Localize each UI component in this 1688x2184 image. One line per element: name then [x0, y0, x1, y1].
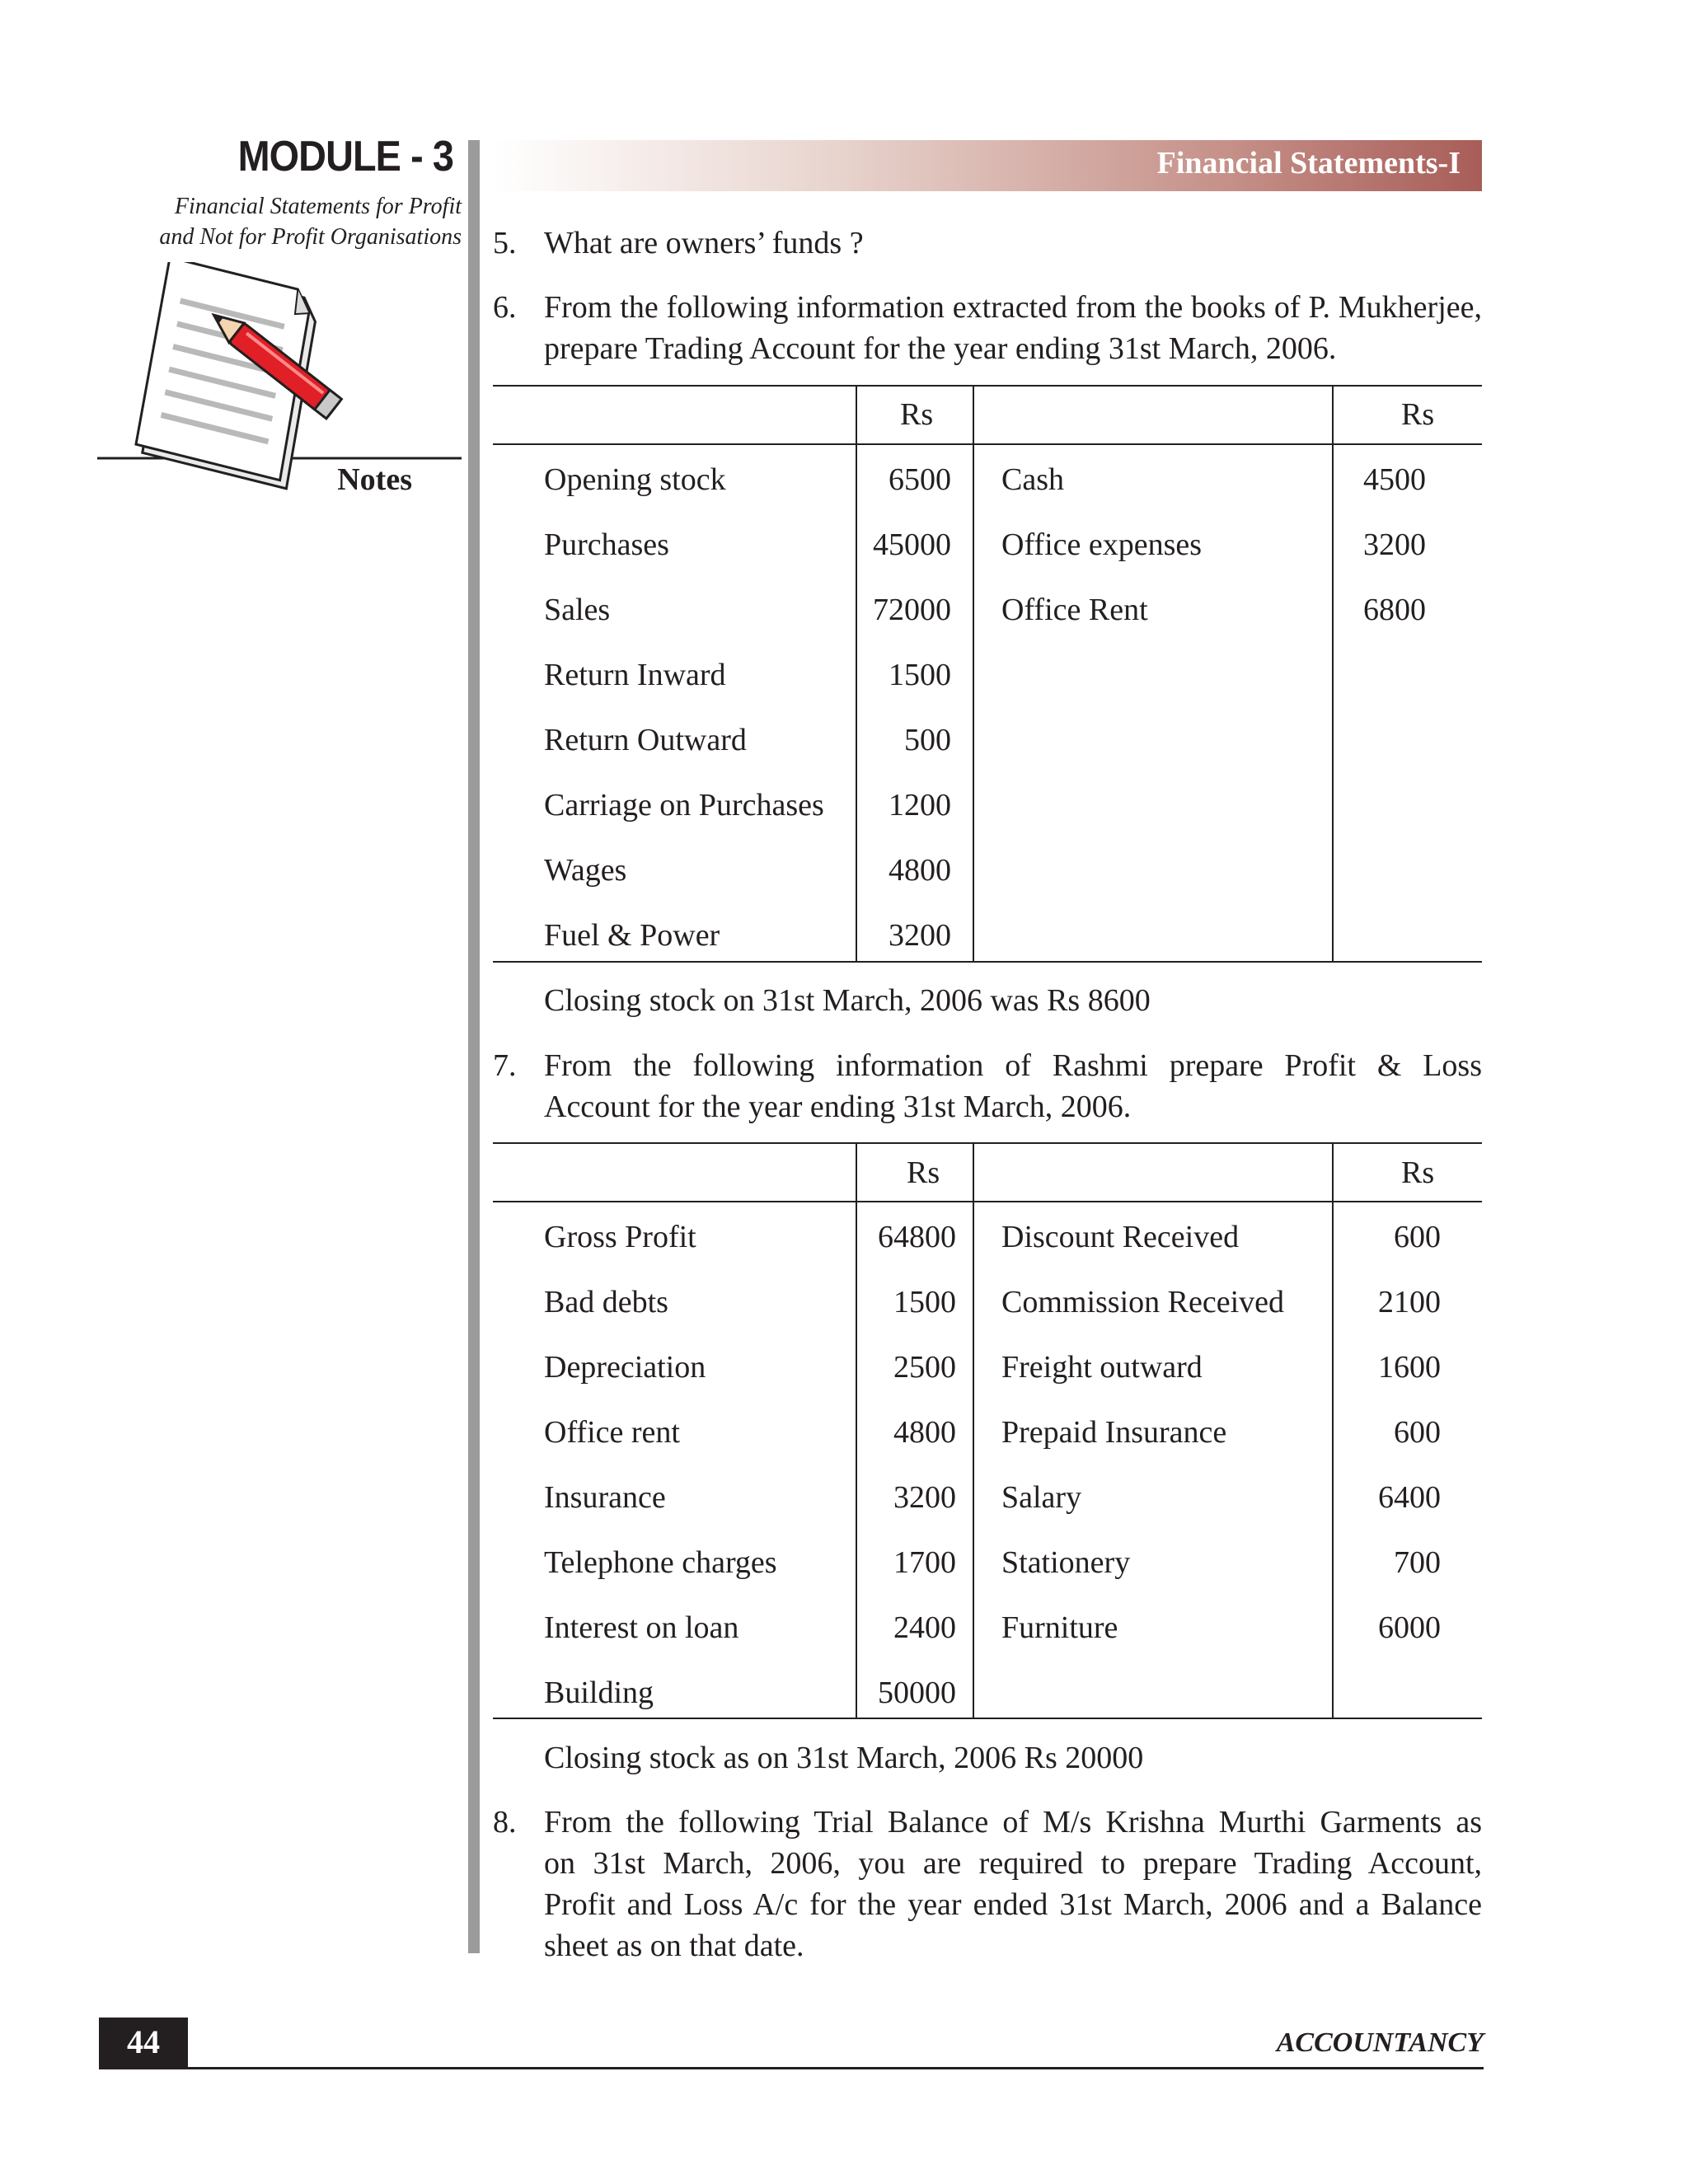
table2-left-amount: 4800 [893, 1415, 956, 1450]
table1-left-label: Return Outward [544, 723, 747, 757]
table1-right-label: Cash [1001, 462, 1064, 497]
table1-right-amount: 4500 [1363, 462, 1426, 497]
table1-left-label: Purchases [544, 527, 669, 562]
footer-subject: ACCOUNTANCY [1276, 2027, 1484, 2058]
table1-currency-left: Rs [900, 397, 934, 432]
question-8-line4: sheet as on that date. [544, 1929, 804, 1963]
question-7-line2: Account for the year ending 31st March, 2006. [544, 1090, 1132, 1124]
table1-left-label: Fuel & Power [544, 918, 720, 953]
table2-left-amount: 1500 [893, 1285, 956, 1319]
table2-right-label: Commission Received [1001, 1285, 1285, 1319]
table1-col-divider-3 [1332, 385, 1334, 962]
module-subtitle-line2: and Not for Profit Organisations [159, 224, 462, 250]
module-title: MODULE - 3 [237, 133, 453, 180]
table2-top-rule [493, 1142, 1482, 1144]
table1-right-label: Office Rent [1001, 593, 1148, 627]
question-6-line1: From the following information extracted from the books of P. Mukherjee, [544, 290, 1482, 325]
table2-col-divider-3 [1332, 1142, 1334, 1718]
table2-right-amount: 2100 [1378, 1285, 1441, 1319]
table1-left-label: Wages [544, 853, 627, 888]
question-6-number: 6. [493, 290, 517, 325]
question-8-number: 8. [493, 1805, 517, 1840]
table2-right-amount: 6400 [1378, 1480, 1441, 1515]
table2-right-amount: 600 [1394, 1220, 1441, 1254]
question-5-text: What are owners’ funds ? [544, 226, 864, 260]
page-number: 44 [127, 2023, 160, 2060]
question-5-number: 5. [493, 226, 517, 260]
table2-closing-stock-note: Closing stock as on 31st March, 2006 Rs 20000 [544, 1741, 1144, 1775]
table2-left-label: Interest on loan [544, 1610, 739, 1645]
table1-left-label: Opening stock [544, 462, 726, 497]
table2-bottom-rule [493, 1718, 1482, 1719]
module-subtitle-line1: Financial Statements for Profit [174, 194, 462, 219]
table2-right-label: Stationery [1001, 1545, 1131, 1580]
table2-right-amount: 6000 [1378, 1610, 1441, 1645]
table2-right-label: Salary [1001, 1480, 1082, 1515]
table1-top-rule [493, 385, 1482, 387]
question-8-line1: From the following Trial Balance of M/s Krishna Murthi Garments as [544, 1805, 1482, 1840]
table2-header-rule [493, 1201, 1482, 1202]
table2-right-amount: 700 [1394, 1545, 1441, 1580]
chapter-title: Financial Statements-I [1156, 146, 1461, 180]
table1-right-amount: 6800 [1363, 593, 1426, 627]
question-8-line2: on 31st March, 2006, you are required to prepare Trading Account, [544, 1846, 1482, 1881]
table2-left-label: Telephone charges [544, 1545, 777, 1580]
table2-left-label: Building [544, 1675, 654, 1710]
question-6-line2: prepare Trading Account for the year ending 31st March, 2006. [544, 331, 1337, 366]
table1-left-amount: 3200 [889, 918, 951, 953]
table1-bottom-rule [493, 961, 1482, 963]
table2-left-amount: 3200 [893, 1480, 956, 1515]
table2-left-label: Gross Profit [544, 1220, 696, 1254]
table1-left-label: Sales [544, 593, 611, 627]
table1-left-amount: 4800 [889, 853, 951, 888]
table1-left-amount: 1200 [889, 788, 951, 823]
table2-left-label: Depreciation [544, 1350, 706, 1385]
table2-right-label: Freight outward [1001, 1350, 1203, 1385]
table2-left-amount: 64800 [878, 1220, 956, 1254]
table2-right-amount: 600 [1394, 1415, 1441, 1450]
footer-rule [99, 2067, 1484, 2069]
table1-left-amount: 72000 [873, 593, 951, 627]
chapter-header-bar [493, 140, 1482, 191]
table1-left-amount: 45000 [873, 527, 951, 562]
table2-left-amount: 2500 [893, 1350, 956, 1385]
table1-closing-stock-note: Closing stock on 31st March, 2006 was Rs 8600 [544, 983, 1151, 1018]
table2-left-amount: 50000 [878, 1675, 956, 1710]
table1-left-amount: 500 [904, 723, 951, 757]
table2-left-amount: 2400 [893, 1610, 956, 1645]
table2-right-label: Prepaid Insurance [1001, 1415, 1227, 1450]
margin-divider [468, 140, 480, 1953]
table2-right-label: Discount Received [1001, 1220, 1240, 1254]
table1-currency-right: Rs [1401, 397, 1435, 432]
question-7-number: 7. [493, 1048, 517, 1083]
table2-right-amount: 1600 [1378, 1350, 1441, 1385]
table1-col-divider-2 [973, 385, 974, 962]
question-7-line1: From the following information of Rashmi prepare Profit & Loss [544, 1048, 1482, 1083]
table2-right-label: Furniture [1001, 1610, 1118, 1645]
table1-left-amount: 6500 [889, 462, 951, 497]
table1-left-amount: 1500 [889, 658, 951, 692]
table1-right-amount: 3200 [1363, 527, 1426, 562]
question-8-line3: Profit and Loss A/c for the year ended 31st March, 2006 and a Balance [544, 1887, 1482, 1922]
module-subtitle [99, 191, 462, 252]
table2-left-amount: 1700 [893, 1545, 956, 1580]
table2-left-label: Insurance [544, 1480, 666, 1515]
notes-label: Notes [337, 462, 412, 497]
table2-currency-left: Rs [907, 1155, 940, 1190]
table1-header-rule [493, 443, 1482, 445]
table1-left-label: Return Inward [544, 658, 726, 692]
table2-left-label: Office rent [544, 1415, 680, 1450]
table2-left-label: Bad debts [544, 1285, 668, 1319]
table1-left-label: Carriage on Purchases [544, 788, 824, 823]
notes-notepad-pencil-icon [91, 262, 470, 501]
table2-currency-right: Rs [1401, 1155, 1435, 1190]
table1-right-label: Office expenses [1001, 527, 1203, 562]
table2-col-divider-2 [973, 1142, 974, 1718]
